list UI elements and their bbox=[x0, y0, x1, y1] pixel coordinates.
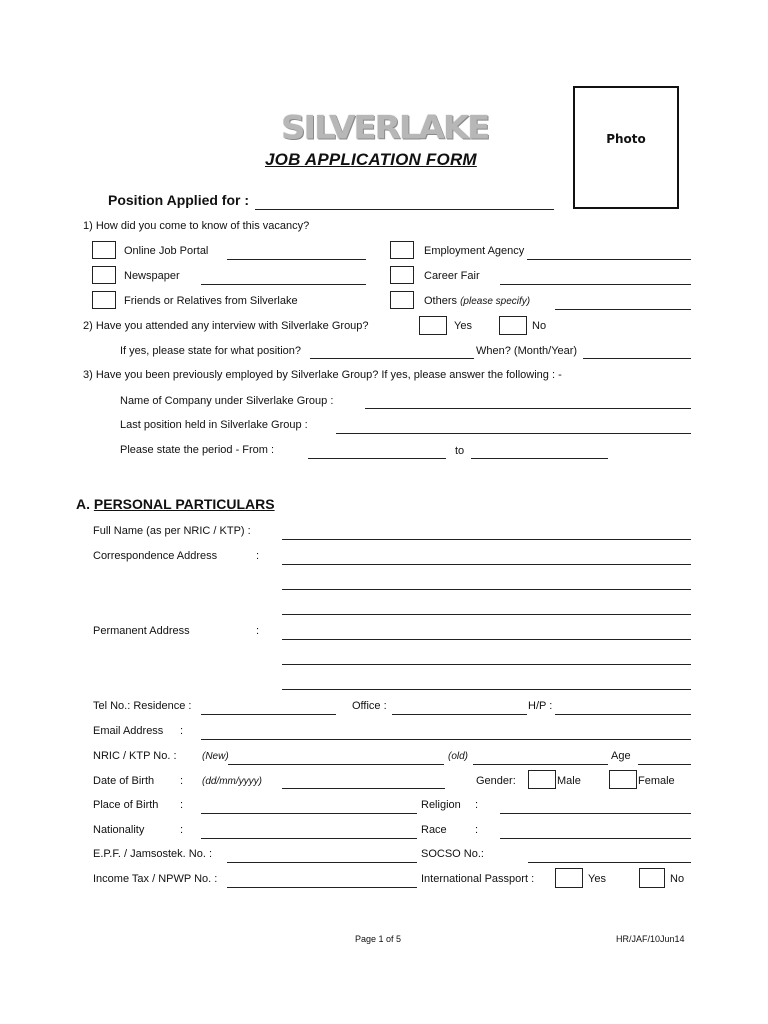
email-colon: : bbox=[180, 725, 184, 737]
q3-company-label: Name of Company under Silverlake Group : bbox=[120, 395, 334, 407]
q3-company-field[interactable] bbox=[365, 408, 691, 409]
photo-box bbox=[573, 86, 679, 209]
others-checkbox[interactable] bbox=[390, 291, 414, 309]
q2-position-field[interactable] bbox=[310, 358, 474, 359]
q3-last-position-field[interactable] bbox=[336, 433, 691, 434]
nric-new-label: (New) bbox=[202, 751, 229, 762]
religion-colon: : bbox=[475, 799, 479, 811]
career-fair-field[interactable] bbox=[500, 284, 691, 285]
email-field[interactable] bbox=[201, 739, 691, 740]
form-code: HR/JAF/10Jun14 bbox=[616, 934, 685, 944]
perm-address-label: Permanent Address bbox=[93, 625, 190, 637]
q3-period-label: Please state the period - From : bbox=[120, 444, 275, 456]
full-name-label: Full Name (as per NRIC / KTP) : bbox=[93, 525, 251, 537]
q2-no-checkbox[interactable] bbox=[499, 316, 527, 335]
full-name-field[interactable] bbox=[282, 539, 691, 540]
q1-question: 1) How did you come to know of this vacancy? bbox=[83, 220, 310, 232]
perm-address-line-2[interactable] bbox=[282, 664, 691, 665]
friends-checkbox[interactable] bbox=[92, 291, 116, 309]
dob-colon: : bbox=[180, 775, 184, 787]
passport-no-label: No bbox=[670, 873, 685, 885]
male-label: Male bbox=[557, 775, 581, 787]
perm-address-line-1[interactable] bbox=[282, 639, 691, 640]
newspaper-checkbox[interactable] bbox=[92, 266, 116, 284]
passport-yes-label: Yes bbox=[588, 873, 606, 885]
religion-label: Religion bbox=[421, 799, 461, 811]
pob-field[interactable] bbox=[201, 813, 417, 814]
section-a-title: PERSONAL PARTICULARS bbox=[93, 496, 275, 512]
email-label: Email Address bbox=[93, 725, 164, 737]
corr-address-label: Correspondence Address bbox=[93, 550, 218, 562]
office-field[interactable] bbox=[392, 714, 527, 715]
position-applied-field[interactable] bbox=[255, 209, 554, 210]
hp-label: H/P : bbox=[528, 700, 553, 712]
dob-field[interactable] bbox=[282, 788, 445, 789]
corr-address-colon: : bbox=[256, 550, 260, 562]
employment-agency-label: Employment Agency bbox=[424, 245, 525, 257]
nationality-label: Nationality bbox=[93, 824, 145, 836]
passport-no-checkbox[interactable] bbox=[639, 868, 665, 888]
newspaper-label: Newspaper bbox=[124, 270, 180, 282]
q3-question: 3) Have you been previously employed by Silverlake Group? If yes, please answer the following : - bbox=[83, 369, 562, 381]
q3-last-position-label: Last position held in Silverlake Group : bbox=[120, 419, 308, 431]
socso-field[interactable] bbox=[528, 862, 691, 863]
nric-old-label: (old) bbox=[448, 751, 469, 762]
section-a-letter: A. bbox=[76, 496, 90, 512]
race-field[interactable] bbox=[500, 838, 691, 839]
tel-residence-label: Tel No.: Residence : bbox=[93, 700, 192, 712]
others-note: (please specify) bbox=[460, 296, 531, 307]
nationality-colon: : bbox=[180, 824, 184, 836]
online-job-portal-field[interactable] bbox=[227, 259, 366, 260]
passport-label: International Passport : bbox=[421, 873, 535, 885]
gender-label: Gender: bbox=[476, 775, 516, 787]
q2-when-label: When? (Month/Year) bbox=[476, 345, 578, 357]
q3-to-label: to bbox=[455, 445, 465, 457]
q3-period-from-field[interactable] bbox=[308, 458, 446, 459]
office-label: Office : bbox=[352, 700, 387, 712]
nric-old-field[interactable] bbox=[473, 764, 608, 765]
newspaper-field[interactable] bbox=[201, 284, 366, 285]
career-fair-label: Career Fair bbox=[424, 270, 480, 282]
employment-agency-checkbox[interactable] bbox=[390, 241, 414, 259]
q2-position-prompt: If yes, please state for what position? bbox=[120, 345, 301, 357]
q2-question: 2) Have you attended any interview with Silverlake Group? bbox=[83, 320, 369, 332]
income-tax-label: Income Tax / NPWP No. : bbox=[93, 873, 218, 885]
religion-field[interactable] bbox=[500, 813, 691, 814]
others-label bbox=[424, 295, 530, 307]
online-job-portal-label: Online Job Portal bbox=[124, 245, 209, 257]
corr-address-line-2[interactable] bbox=[282, 589, 691, 590]
nric-new-field[interactable] bbox=[228, 764, 444, 765]
q2-no-label: No bbox=[532, 320, 547, 332]
corr-address-line-1[interactable] bbox=[282, 564, 691, 565]
perm-address-colon: : bbox=[256, 625, 260, 637]
tel-residence-field[interactable] bbox=[201, 714, 336, 715]
photo-label: Photo bbox=[606, 132, 646, 146]
female-label: Female bbox=[638, 775, 675, 787]
pob-colon: : bbox=[180, 799, 184, 811]
q3-period-to-field[interactable] bbox=[471, 458, 608, 459]
others-field[interactable] bbox=[555, 309, 691, 310]
passport-yes-checkbox[interactable] bbox=[555, 868, 583, 888]
age-field[interactable] bbox=[638, 764, 691, 765]
socso-label: SOCSO No.: bbox=[421, 848, 484, 860]
dob-format: (dd/mm/yyyy) bbox=[202, 776, 262, 787]
online-job-portal-checkbox[interactable] bbox=[92, 241, 116, 259]
q2-yes-label: Yes bbox=[454, 320, 472, 332]
corr-address-line-3[interactable] bbox=[282, 614, 691, 615]
race-colon: : bbox=[475, 824, 479, 836]
race-label: Race bbox=[421, 824, 447, 836]
friends-label: Friends or Relatives from Silverlake bbox=[124, 295, 298, 307]
career-fair-checkbox[interactable] bbox=[390, 266, 414, 284]
epf-label: E.P.F. / Jamsostek. No. : bbox=[93, 848, 213, 860]
male-checkbox[interactable] bbox=[528, 770, 556, 789]
income-tax-field[interactable] bbox=[227, 887, 417, 888]
perm-address-line-3[interactable] bbox=[282, 689, 691, 690]
dob-label: Date of Birth bbox=[93, 775, 155, 787]
company-logo: SILVERLAKE bbox=[281, 109, 489, 147]
female-checkbox[interactable] bbox=[609, 770, 637, 789]
age-label: Age bbox=[611, 750, 631, 762]
epf-field[interactable] bbox=[227, 862, 417, 863]
nationality-field[interactable] bbox=[201, 838, 417, 839]
page-number: Page 1 of 5 bbox=[355, 934, 402, 944]
pob-label: Place of Birth bbox=[93, 799, 159, 811]
employment-agency-field[interactable] bbox=[527, 259, 691, 260]
hp-field[interactable] bbox=[555, 714, 691, 715]
nric-label: NRIC / KTP No. : bbox=[93, 750, 177, 762]
section-a-heading bbox=[76, 496, 275, 512]
form-title: JOB APPLICATION FORM bbox=[265, 150, 477, 169]
position-applied-label: Position Applied for : bbox=[108, 192, 250, 208]
q2-yes-checkbox[interactable] bbox=[419, 316, 447, 335]
others-text: Others bbox=[424, 295, 458, 307]
q2-when-field[interactable] bbox=[583, 358, 691, 359]
